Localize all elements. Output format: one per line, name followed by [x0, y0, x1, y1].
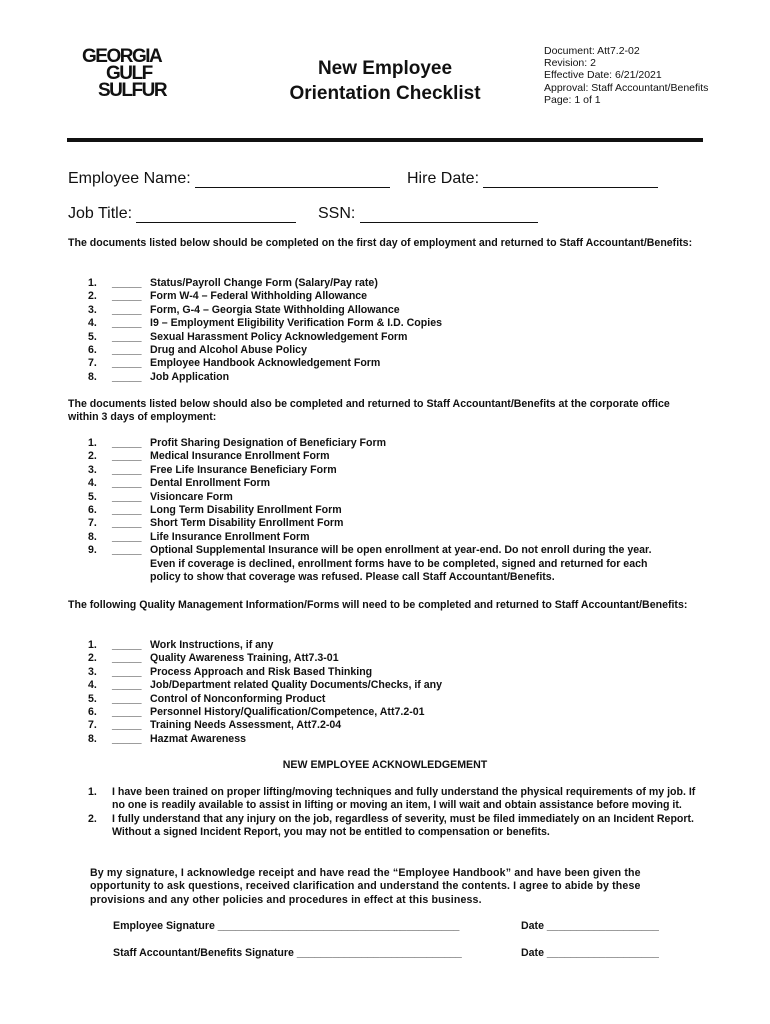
list-item[interactable]: 7. _____ Employee Handbook Acknowledgement Form: [88, 357, 381, 370]
check-blank[interactable]: _____: [112, 732, 142, 745]
check-blank[interactable]: _____: [112, 665, 142, 678]
list-item[interactable]: 4. _____ Dental Enrollment Form: [88, 477, 271, 490]
section1-intro: The documents listed below should be completed on the first day of employment and returned to Staff Accountant/Benefits:: [68, 237, 693, 249]
acknowledgement-title: NEW EMPLOYEE ACKNOWLEDGEMENT: [282, 759, 488, 771]
list-item[interactable]: 4. _____ Job/Department related Quality Documents/Checks, if any: [88, 679, 442, 692]
check-blank[interactable]: _____: [112, 437, 142, 449]
list-item-continuation: Even if coverage is declined, enrollment forms have to be completed, signed and returned for each: [150, 557, 648, 570]
check-blank[interactable]: _____: [112, 463, 142, 476]
list-item[interactable]: 5. _____ Control of Nonconforming Product: [88, 692, 326, 705]
section1-list: [88, 277, 442, 384]
doc-revision: Revision: 2: [544, 57, 596, 70]
list-item[interactable]: 2. _____ Form W-4 – Federal Withholding Allowance: [88, 290, 368, 303]
staff-date-line[interactable]: Date ___________________: [521, 947, 659, 959]
list-item[interactable]: 3. _____ Process Approach and Risk Based Thinking: [88, 665, 373, 678]
acknowledgement-list: [88, 786, 700, 840]
check-blank[interactable]: _____: [112, 370, 142, 383]
list-item[interactable]: 5. _____ Visioncare Form: [88, 490, 233, 503]
check-blank[interactable]: _____: [112, 544, 142, 557]
check-blank[interactable]: _____: [112, 679, 142, 692]
list-item[interactable]: 8. _____ Hazmat Awareness: [88, 732, 246, 745]
hire-date-label: Hire Date:: [407, 170, 480, 187]
list-item[interactable]: 3. _____ Form, G-4 – Georgia State Withholding Allowance: [88, 303, 400, 316]
doc-page: Page: 1 of 1: [544, 93, 601, 106]
check-blank[interactable]: _____: [112, 303, 142, 316]
employee-name-line[interactable]: [195, 171, 390, 188]
list-item[interactable]: 2. _____ Quality Awareness Training, Att7.3-01: [88, 652, 339, 665]
list-item[interactable]: 8. _____ Job Application: [88, 370, 230, 383]
list-item[interactable]: 6. _____ Long Term Disability Enrollment Form: [88, 504, 342, 517]
check-blank[interactable]: _____: [112, 719, 142, 732]
list-item[interactable]: 1. _____ Work Instructions, if any: [88, 639, 274, 651]
employee-name-label: Employee Name:: [68, 170, 191, 187]
logo-line-2: GULF: [106, 63, 152, 84]
check-blank[interactable]: _____: [112, 639, 142, 651]
list-item[interactable]: 9. _____ Optional Supplemental Insurance will be open enrollment at year-end. Do not enroll during the year.: [88, 544, 652, 557]
check-blank[interactable]: _____: [112, 652, 142, 665]
check-blank[interactable]: _____: [112, 477, 142, 490]
hire-date-field[interactable]: [407, 170, 658, 188]
list-item[interactable]: 1. _____ Status/Payroll Change Form (Salary/Pay rate): [88, 277, 378, 289]
job-title-line[interactable]: [136, 206, 296, 223]
check-blank[interactable]: _____: [112, 692, 142, 705]
section2-intro: The documents listed below should also be completed and returned to Staff Accountant/Benefits at the corporate office within 3 days of employment:: [68, 398, 670, 424]
list-item[interactable]: 7. _____ Short Term Disability Enrollment Form: [88, 517, 344, 530]
acknowledgement-statement: By my signature, I acknowledge receipt and have read the “Employee Handbook” and have been given the opportunity to ask questions, received clarification and understand the contents. I agree to abide by these provisions and any other policies and procedures in effect at this business.: [90, 867, 641, 906]
ssn-label: SSN:: [318, 205, 356, 222]
check-blank[interactable]: _____: [112, 277, 142, 289]
doc-approval: Approval: Staff Accountant/Benefits: [544, 81, 709, 94]
section2-list: [88, 437, 652, 584]
list-item[interactable]: 6. _____ Drug and Alcohol Abuse Policy: [88, 344, 307, 357]
list-item[interactable]: 4. _____ I9 – Employment Eligibility Verification Form & I.D. Copies: [88, 317, 442, 330]
list-item-continuation: policy to show that coverage was refused. Please call Staff Accountant/Benefits.: [150, 571, 555, 584]
list-item[interactable]: 5. _____ Sexual Harassment Policy Acknowledgement Form: [88, 330, 408, 343]
ssn-field[interactable]: [318, 205, 538, 223]
job-title-field[interactable]: [68, 205, 296, 223]
header-divider: [67, 138, 703, 142]
company-logo: [82, 48, 172, 106]
employee-signature-line[interactable]: Employee Signature _________________________________________: [113, 920, 460, 932]
employee-name-field[interactable]: [68, 170, 390, 188]
check-blank[interactable]: _____: [112, 706, 142, 719]
check-blank[interactable]: _____: [112, 450, 142, 463]
list-item: 1. I have been trained on proper lifting/moving techniques and fully understand the physical requirements of my job. If no one is readily available to assist in lifting or moving an item, I will wait and obtain assistance before moving it.: [88, 786, 696, 812]
check-blank[interactable]: _____: [112, 530, 142, 543]
list-item[interactable]: 1. _____ Profit Sharing Designation of Beneficiary Form: [88, 437, 387, 449]
check-blank[interactable]: _____: [112, 517, 142, 530]
logo-line-1: GEORGIA: [82, 46, 162, 67]
list-item[interactable]: 2. _____ Medical Insurance Enrollment Form: [88, 450, 330, 463]
list-item[interactable]: 8. _____ Life Insurance Enrollment Form: [88, 530, 310, 543]
logo-line-3: SULFUR: [98, 80, 167, 101]
job-title-label: Job Title:: [68, 205, 133, 222]
list-item: 2. I fully understand that any injury on the job, regardless of severity, must be filed immediately on an Incident Report. Without a signed Incident Report, you may not be entitled to compensation or benefits.: [88, 812, 694, 839]
section3-intro: The following Quality Management Information/Forms will need to be completed and returned to Staff Accountant/Benefits:: [68, 599, 688, 611]
check-blank[interactable]: _____: [112, 330, 142, 343]
document-info: [544, 45, 708, 106]
title-line-2: Orientation Checklist: [289, 83, 481, 104]
check-blank[interactable]: _____: [112, 357, 142, 370]
list-item[interactable]: 6. _____ Personnel History/Qualification/Competence, Att7.2-01: [88, 706, 425, 719]
page-title: [270, 56, 500, 106]
list-item[interactable]: 7. _____ Training Needs Assessment, Att7.2-04: [88, 719, 342, 732]
section3-list: [88, 639, 442, 746]
check-blank[interactable]: _____: [112, 344, 142, 357]
list-item[interactable]: 3. _____ Free Life Insurance Beneficiary Form: [88, 463, 337, 476]
check-blank[interactable]: _____: [112, 490, 142, 503]
hire-date-line[interactable]: [483, 171, 658, 188]
check-blank[interactable]: _____: [112, 317, 142, 330]
title-line-1: New Employee: [317, 58, 453, 79]
ssn-line[interactable]: [360, 206, 538, 223]
staff-signature-line[interactable]: Staff Accountant/Benefits Signature ____________________________: [113, 947, 462, 959]
employee-date-line[interactable]: Date ___________________: [521, 920, 659, 932]
check-blank[interactable]: _____: [112, 504, 142, 517]
doc-number: Document: Att7.2-02: [544, 45, 640, 57]
check-blank[interactable]: _____: [112, 290, 142, 303]
doc-effective-date: Effective Date: 6/21/2021: [544, 69, 662, 82]
